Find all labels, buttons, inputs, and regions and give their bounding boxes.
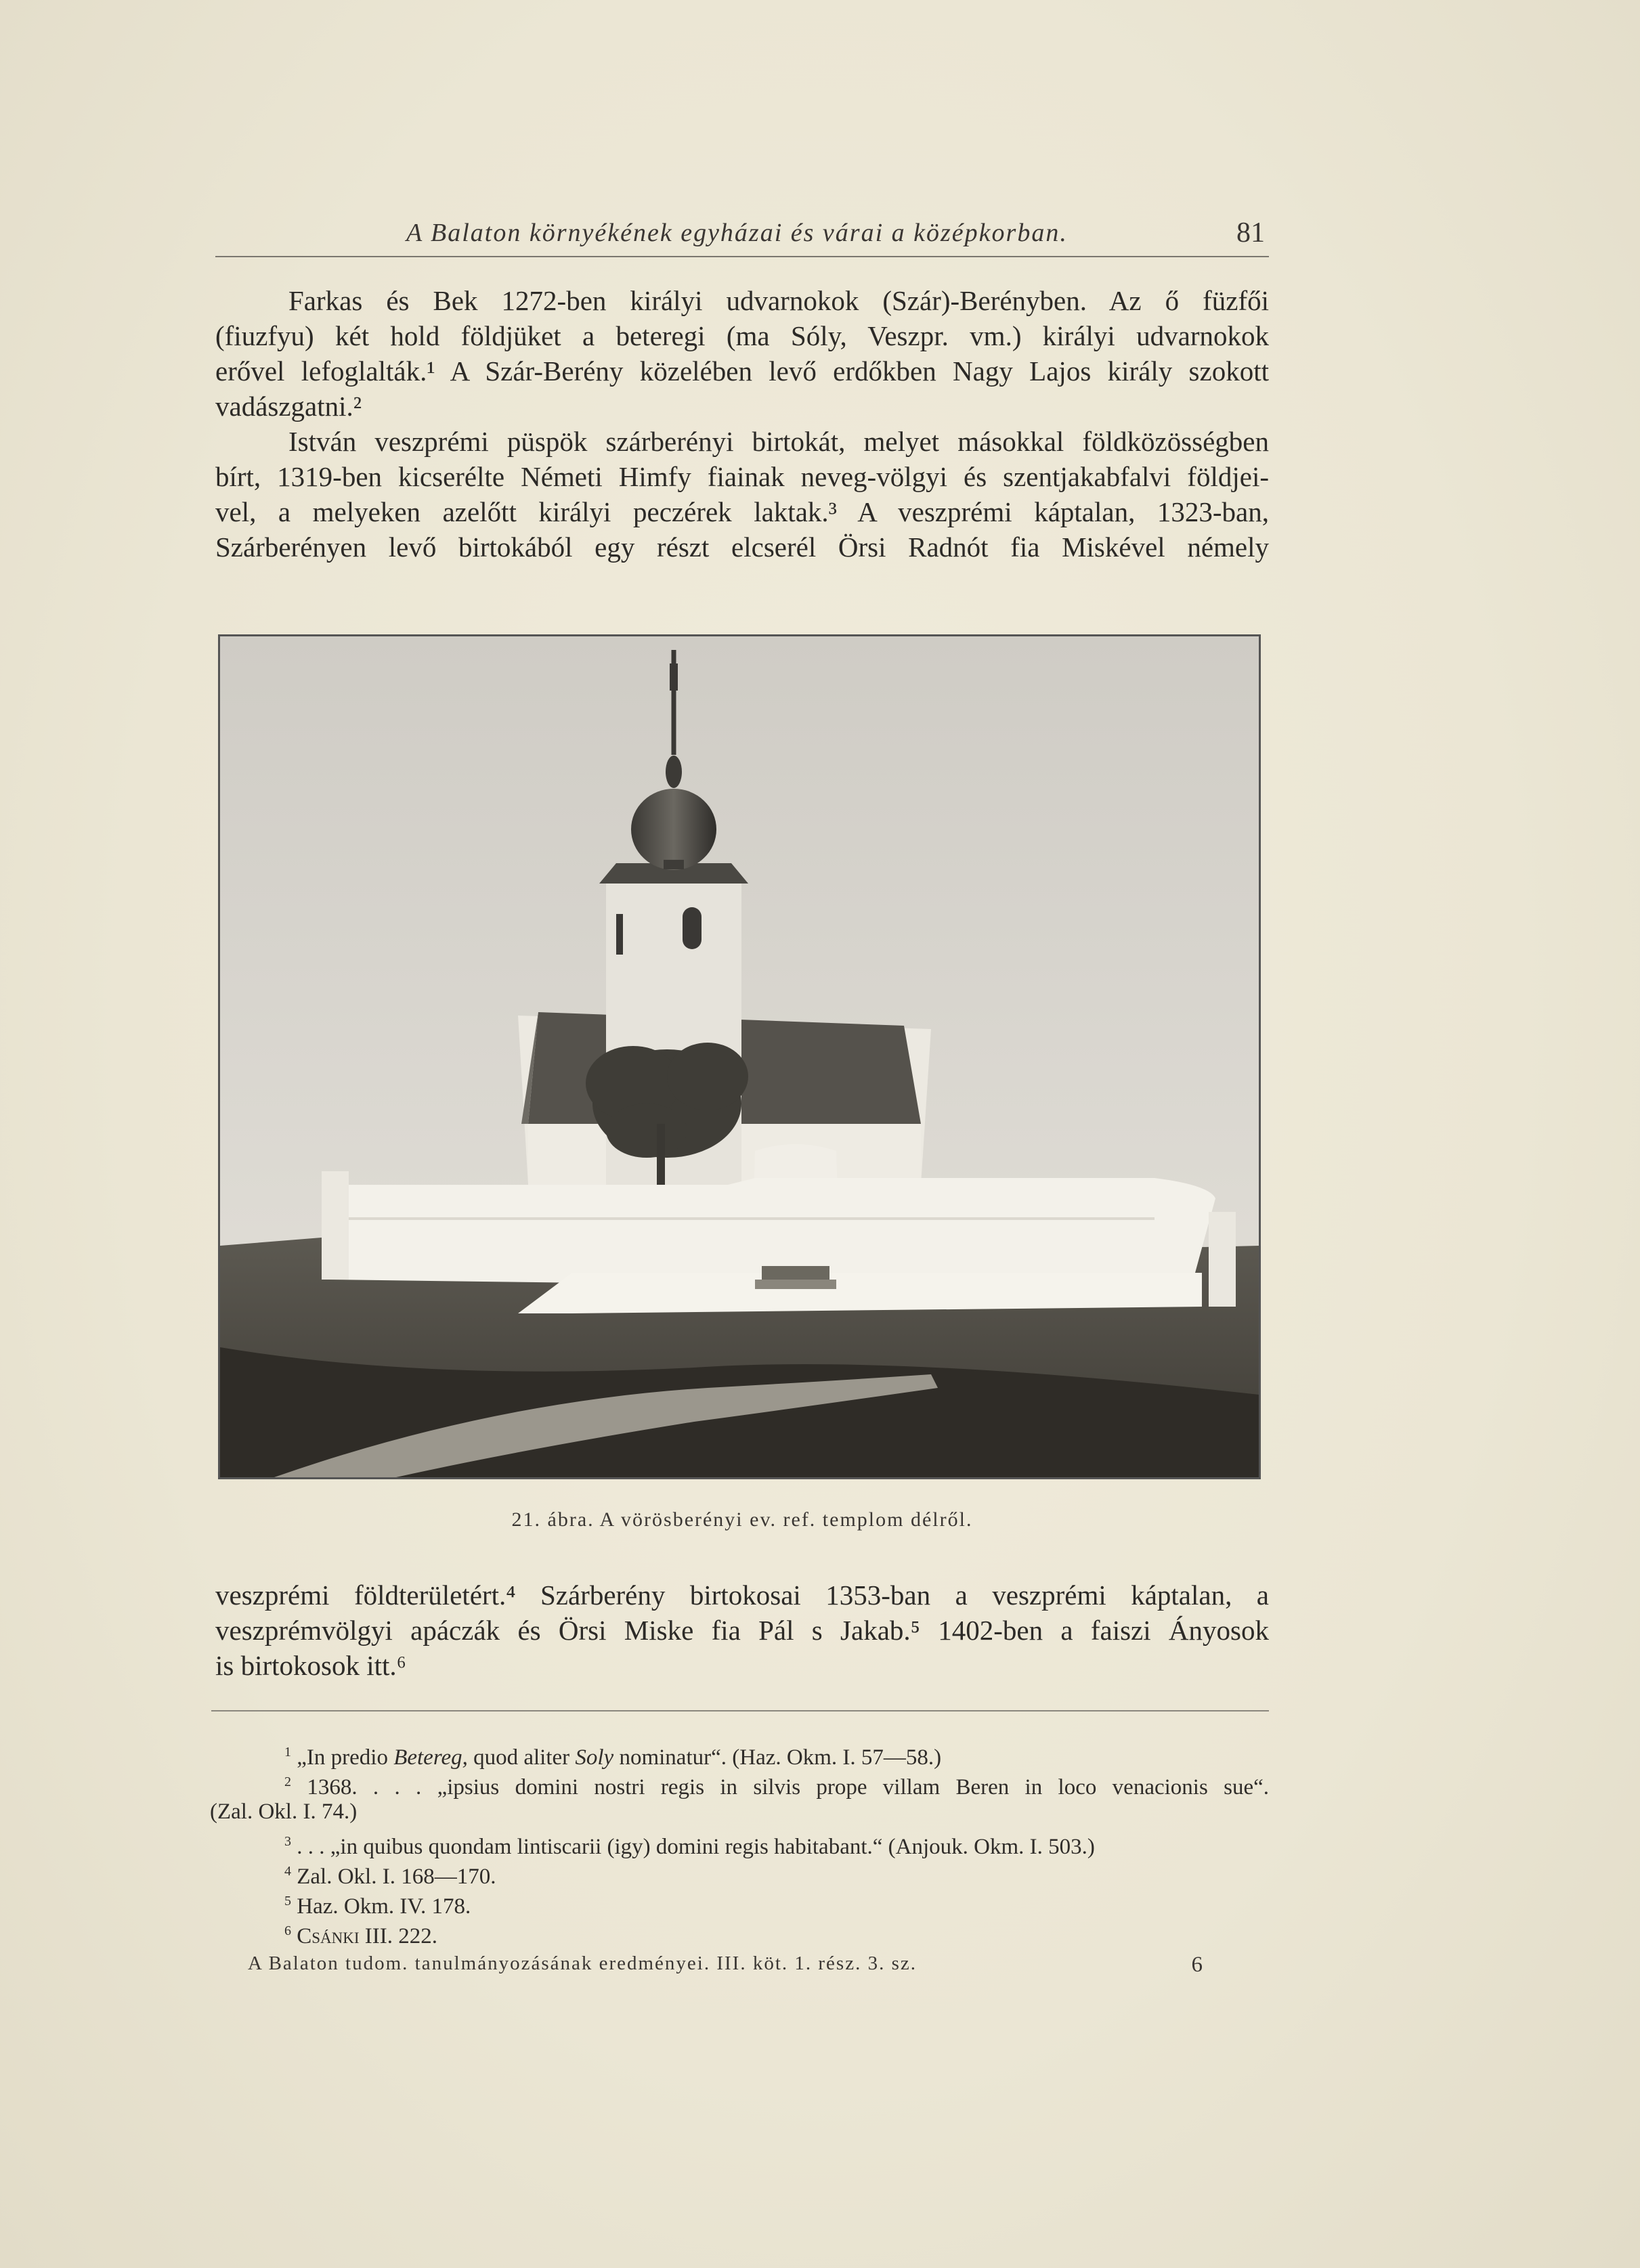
paragraph-1 — [215, 283, 1269, 424]
footnote-text: „In predio — [297, 1745, 394, 1770]
text-line: veszprémi földterületért.⁴ Szárberény birtokosai 1353-ban a veszprémi káptalan, a — [215, 1579, 1269, 1611]
text-line: erővel lefoglalták.¹ A Szár-Berény közelében levő erdőkben Nagy Lajos király szokott — [215, 355, 1269, 387]
footnote-6 — [284, 1916, 437, 1951]
footnote-marker: 3 — [284, 1834, 291, 1849]
footnote-text: . . . „in quibus quondam lintiscarii (igy) domini regis habitabant.“ (Anjouk. Okm. I. 503.) — [297, 1835, 1095, 1859]
signature-mark: 6 — [1191, 1953, 1204, 1977]
footnote-marker: 1 — [284, 1745, 291, 1760]
paragraph-2 — [215, 424, 1269, 565]
footnote-text: Zal. Okl. I. 168—170. — [297, 1864, 496, 1889]
text-line: veszprémvölgyi apáczák és Örsi Miske fia Pál s Jakab.⁵ 1402-ben a faiszi Ányosok — [215, 1615, 1269, 1646]
text-line: vadászgatni.² — [215, 391, 362, 422]
page-number: 81 — [1236, 217, 1265, 248]
text-line: vel, a melyeken azelőtt királyi peczérek laktak.³ A veszprémi káptalan, 1323-ban, — [215, 496, 1269, 527]
paragraph-3 — [215, 1577, 1269, 1683]
footnote-2 — [284, 1767, 1269, 1802]
footnote-text: Betereg, — [393, 1745, 468, 1770]
footer-text: A Balaton tudom. tanulmányozásának eredményei. III. köt. 1. rész. 3. sz. — [248, 1953, 917, 1974]
footnote-text: Csánki — [297, 1924, 360, 1948]
footnote-text: 1368. . . . „ipsius domini nostri regis in silvis prope villam Beren in loco venacionis sue“. — [307, 1775, 1270, 1800]
footnote-divider — [211, 1710, 1269, 1711]
footnote-text: Soly — [575, 1745, 614, 1770]
text-line: Szárberényen levő birtokából egy részt elcserél Örsi Radnót fia Miskével némely — [215, 531, 1269, 563]
text-line: Farkas és Bek 1272-ben királyi udvarnokok (Szár)-Berényben. Az ő füzfői — [288, 285, 1269, 316]
church-photograph — [218, 634, 1261, 1479]
footnote-marker: 5 — [284, 1894, 291, 1909]
running-title: A Balaton környékének egyházai és várai a középkorban. — [406, 219, 1068, 247]
text-line: István veszprémi püspök szárberényi birtokát, melyet másokkal földközösségben — [288, 426, 1269, 457]
footnote-text: III. 222. — [359, 1924, 438, 1948]
footnote-2-continuation: (Zal. Okl. I. 74.) — [210, 1800, 358, 1824]
figure-caption: 21. ábra. A vörösberényi ev. ref. templom délről. — [511, 1508, 973, 1531]
page-footer — [248, 1953, 1204, 1975]
footnote-text: quod aliter — [467, 1745, 576, 1770]
footnote-marker: 6 — [284, 1923, 291, 1938]
text-line: is birtokosok itt.⁶ — [215, 1650, 406, 1681]
text-line: (fiuzfyu) két hold földjüket a beteregi (ma Sóly, Veszpr. vm.) királyi udvarnokok — [215, 320, 1269, 351]
running-header — [215, 215, 1269, 257]
footnote-marker: 4 — [284, 1864, 291, 1879]
church-illustration — [220, 636, 1259, 1477]
footnote-text: Haz. Okm. IV. 178. — [297, 1894, 471, 1919]
footnote-marker: 2 — [284, 1774, 291, 1789]
footnote-text: nominatur“. (Haz. Okm. I. 57—58.) — [613, 1745, 942, 1770]
text-line: bírt, 1319-ben kicserélte Németi Himfy fiainak neveg-völgyi és szentjakabfalvi földjei- — [215, 461, 1269, 492]
